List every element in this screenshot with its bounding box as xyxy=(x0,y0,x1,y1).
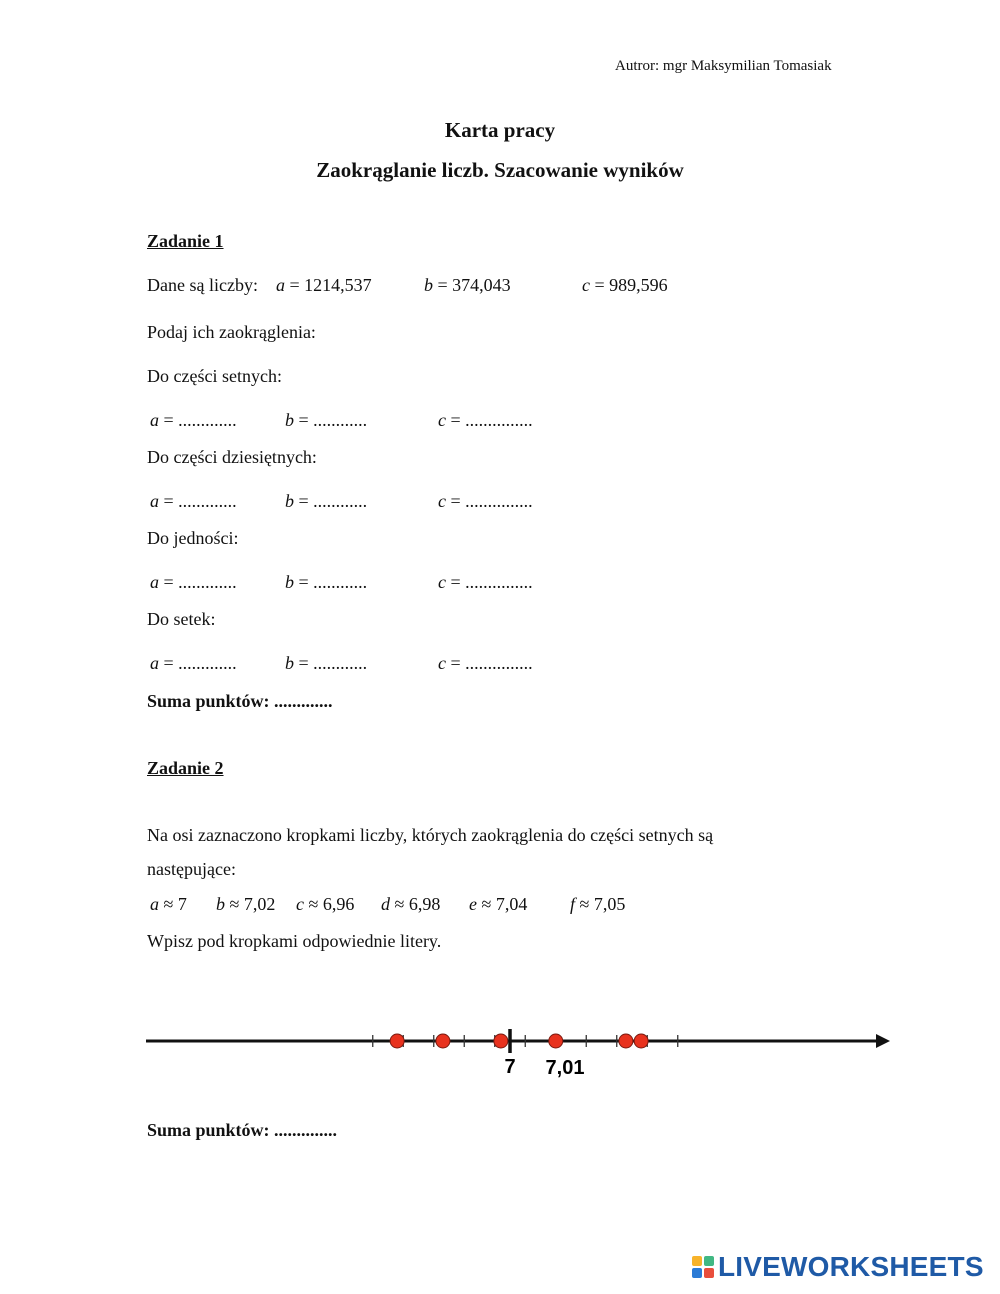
row-label-hundredths: Do części setnych: xyxy=(147,366,282,386)
approx-b: b ≈ 7,02 xyxy=(216,894,276,914)
row-label-units: Do jedności: xyxy=(147,528,239,548)
task2-text-line2: następujące: xyxy=(147,859,236,879)
logo-icon-square xyxy=(704,1256,714,1266)
author-line: Autror: mgr Maksymilian Tomasiak xyxy=(615,58,832,74)
approx-d: d ≈ 6,98 xyxy=(381,894,441,914)
number-line-dot[interactable] xyxy=(634,1034,648,1048)
liveworksheets-logo xyxy=(692,1250,984,1284)
task1-instruction: Podaj ich zaokrąglenia: xyxy=(147,322,316,342)
task2-text-line1: Na osi zaznaczono kropkami liczby, których zaokrąglenia do części setnych są xyxy=(147,825,714,845)
task1-number-c: c = 989,596 xyxy=(582,275,668,295)
answer-a-hundreds[interactable]: a = ............. xyxy=(150,653,237,673)
answer-c-tenths[interactable]: c = ............... xyxy=(438,491,533,511)
answer-b-hundredths[interactable]: b = ............ xyxy=(285,410,368,430)
answer-b-tenths[interactable]: b = ............ xyxy=(285,491,368,511)
task1-number-a: a = 1214,537 xyxy=(276,275,372,295)
answer-c-hundreds[interactable]: c = ............... xyxy=(438,653,533,673)
axis-arrow-icon xyxy=(876,1034,890,1048)
approx-f: f ≈ 7,05 xyxy=(570,894,626,914)
number-line-dot[interactable] xyxy=(390,1034,404,1048)
axis-label-7-01: 7,01 xyxy=(545,1057,585,1079)
task2-instruction: Wpisz pod kropkami odpowiednie litery. xyxy=(147,931,442,951)
page-title: Karta pracy xyxy=(444,118,556,142)
page-subtitle: Zaokrąglanie liczb. Szacowanie wyników xyxy=(316,158,684,182)
answer-a-tenths[interactable]: a = ............. xyxy=(150,491,237,511)
number-line xyxy=(140,1010,900,1090)
logo-icon-square xyxy=(692,1256,702,1266)
answer-a-units[interactable]: a = ............. xyxy=(150,572,237,592)
logo-icon-square xyxy=(704,1268,714,1278)
row-label-hundreds: Do setek: xyxy=(147,609,216,629)
task1-points[interactable]: Suma punktów: ............. xyxy=(147,691,333,711)
answer-b-units[interactable]: b = ............ xyxy=(285,572,368,592)
number-line-dot[interactable] xyxy=(549,1034,563,1048)
approx-a: a ≈ 7 xyxy=(150,894,187,914)
task1-number-b: b = 374,043 xyxy=(424,275,511,295)
number-line-dot[interactable] xyxy=(619,1034,633,1048)
number-line-dot[interactable] xyxy=(436,1034,450,1048)
answer-b-hundreds[interactable]: b = ............ xyxy=(285,653,368,673)
logo-icon xyxy=(692,1256,714,1278)
answer-c-hundredths[interactable]: c = ............... xyxy=(438,410,533,430)
task1-heading: Zadanie 1 xyxy=(147,231,224,251)
logo-icon-square xyxy=(692,1268,702,1278)
task1-given-label: Dane są liczby: xyxy=(147,275,258,295)
task2-points[interactable]: Suma punktów: .............. xyxy=(147,1120,338,1140)
answer-c-units[interactable]: c = ............... xyxy=(438,572,533,592)
logo-text: LIVEWORKSHEETS xyxy=(718,1251,984,1282)
approx-e: e ≈ 7,04 xyxy=(469,894,528,914)
task2-heading: Zadanie 2 xyxy=(147,758,224,778)
axis-label-7: 7 xyxy=(504,1056,516,1078)
answer-a-hundredths[interactable]: a = ............. xyxy=(150,410,237,430)
approx-c: c ≈ 6,96 xyxy=(296,894,355,914)
row-label-tenths: Do części dziesiętnych: xyxy=(147,447,317,467)
number-line-dot[interactable] xyxy=(494,1034,508,1048)
